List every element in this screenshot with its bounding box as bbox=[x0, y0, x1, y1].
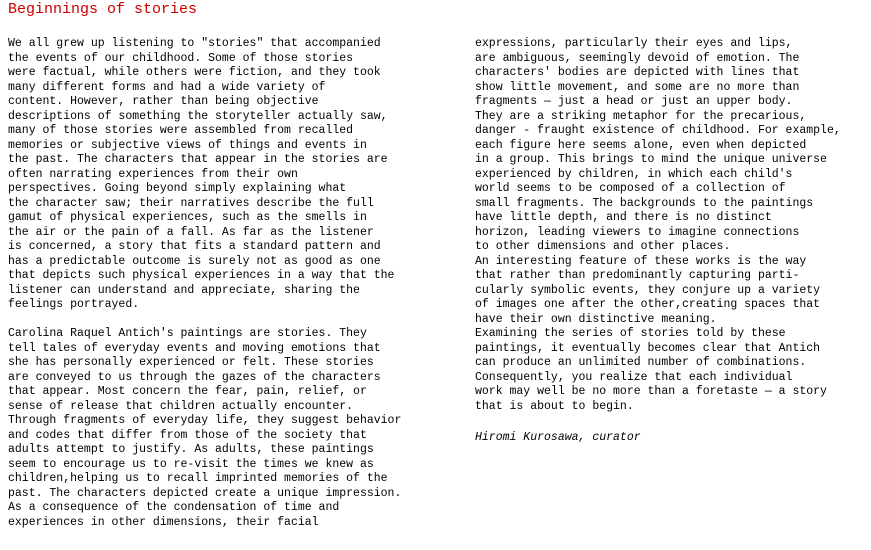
text-line: can produce an unlimited number of combinations. bbox=[475, 356, 807, 369]
text-line: tell tales of everyday events and moving emotions that bbox=[8, 341, 381, 355]
text-line: that appear. Most concern the fear, pain, relief, or bbox=[8, 385, 367, 398]
text-line: experienced by children, in which each child's bbox=[475, 167, 793, 181]
text-line: that depicts such physical experiences in a way that the bbox=[8, 269, 395, 282]
text-line: the past. The characters that appear in the stories are bbox=[8, 153, 388, 166]
text-line: and codes that differ from those of the society that bbox=[8, 428, 367, 442]
text-line: are conveyed to us through the gazes of the characters bbox=[8, 370, 381, 384]
text-line: have their own distinctive meaning. bbox=[475, 312, 717, 326]
text-line: listener can understand and appreciate, sharing the bbox=[8, 283, 360, 297]
text-line: gamut of physical experiences, such as the smells in bbox=[8, 211, 367, 224]
text-line: fragments — just a head or just an upper body. bbox=[475, 95, 793, 108]
text-line: each figure here seems alone, even when depicted bbox=[475, 138, 807, 152]
text-line: feelings portrayed. bbox=[8, 298, 140, 311]
text-line: memories or subjective views of things and events in bbox=[8, 138, 367, 152]
text-line: have little depth, and there is no distinct bbox=[475, 211, 772, 224]
text-line: Through fragments of everyday life, they suggest behavior bbox=[8, 414, 402, 427]
text-line: descriptions of something the storyteller actually saw, bbox=[8, 109, 388, 123]
text-line: often narrating experiences from their own bbox=[8, 167, 298, 181]
text-line: that rather than predominantly capturing parti- bbox=[475, 269, 800, 282]
text-line: the events of our childhood. Some of those stories bbox=[8, 51, 354, 65]
text-line: to other dimensions and other places. bbox=[475, 240, 731, 253]
paragraph-break bbox=[8, 313, 401, 328]
text-line: has a predictable outcome is surely not as good as one bbox=[8, 254, 381, 268]
text-line: cularly symbolic events, they conjure up a variety bbox=[475, 283, 821, 297]
text-line: seem to encourage us to re-visit the times we knew as bbox=[8, 457, 374, 471]
text-line: show little movement, and some are no more than bbox=[475, 80, 800, 94]
text-line: They are a striking metaphor for the precarious, bbox=[475, 109, 807, 123]
text-line: An interesting feature of these works is the way bbox=[475, 254, 807, 268]
text-line: in a group. This brings to mind the unique universe bbox=[475, 153, 827, 166]
text-line: she has personally experienced or felt. These stories bbox=[8, 356, 374, 369]
text-line: danger - fraught existence of childhood. For example, bbox=[475, 124, 841, 137]
text-line: many of those stories were assembled from recalled bbox=[8, 124, 354, 137]
text-line: horizon, leading viewers to imagine connections bbox=[475, 225, 800, 239]
text-line: experiences in other dimensions, their facial bbox=[8, 515, 319, 529]
text-line: content. However, rather than being objective bbox=[8, 95, 319, 108]
essay-left-column bbox=[8, 37, 401, 530]
text-line: many different forms and had a wide variety of bbox=[8, 80, 326, 94]
text-line: expressions, particularly their eyes and lips, bbox=[475, 37, 793, 50]
page-title: Beginnings of stories bbox=[8, 1, 198, 18]
essay-right-column bbox=[475, 37, 841, 414]
text-line: past. The characters depicted create a unique impression. bbox=[8, 486, 402, 500]
text-line: world seems to be composed of a collection of bbox=[475, 182, 786, 195]
text-line: We all grew up listening to "stories" that accompanied bbox=[8, 37, 381, 50]
text-line: As a consequence of the condensation of time and bbox=[8, 501, 340, 514]
text-line: were factual, while others were fiction, and they took bbox=[8, 66, 381, 79]
text-line: characters' bodies are depicted with lines that bbox=[475, 66, 800, 79]
text-line: is concerned, a story that fits a standard pattern and bbox=[8, 240, 381, 253]
text-line: small fragments. The backgrounds to the paintings bbox=[475, 196, 814, 210]
curator-signature: Hiromi Kurosawa, curator bbox=[475, 431, 641, 444]
text-line: work may well be no more than a foretaste — a story bbox=[475, 385, 827, 398]
text-line: the character saw; their narratives describe the full bbox=[8, 196, 374, 210]
text-line: sense of release that children actually encounter. bbox=[8, 399, 354, 413]
text-line: paintings, it eventually becomes clear that Antich bbox=[475, 341, 821, 355]
text-line: that is about to begin. bbox=[475, 399, 634, 413]
text-line: Carolina Raquel Antich's paintings are stories. They bbox=[8, 327, 367, 340]
text-line: adults attempt to justify. As adults, these paintings bbox=[8, 443, 374, 456]
text-line: are ambiguous, seemingly devoid of emotion. The bbox=[475, 51, 800, 65]
text-line: Consequently, you realize that each individual bbox=[475, 370, 793, 384]
text-line: of images one after the other,creating spaces that bbox=[475, 298, 821, 311]
text-line: children,helping us to recall imprinted memories of the bbox=[8, 472, 388, 485]
text-line: Examining the series of stories told by these bbox=[475, 327, 786, 340]
text-line: the air or the pain of a fall. As far as the listener bbox=[8, 225, 374, 239]
text-line: perspectives. Going beyond simply explaining what bbox=[8, 182, 347, 195]
